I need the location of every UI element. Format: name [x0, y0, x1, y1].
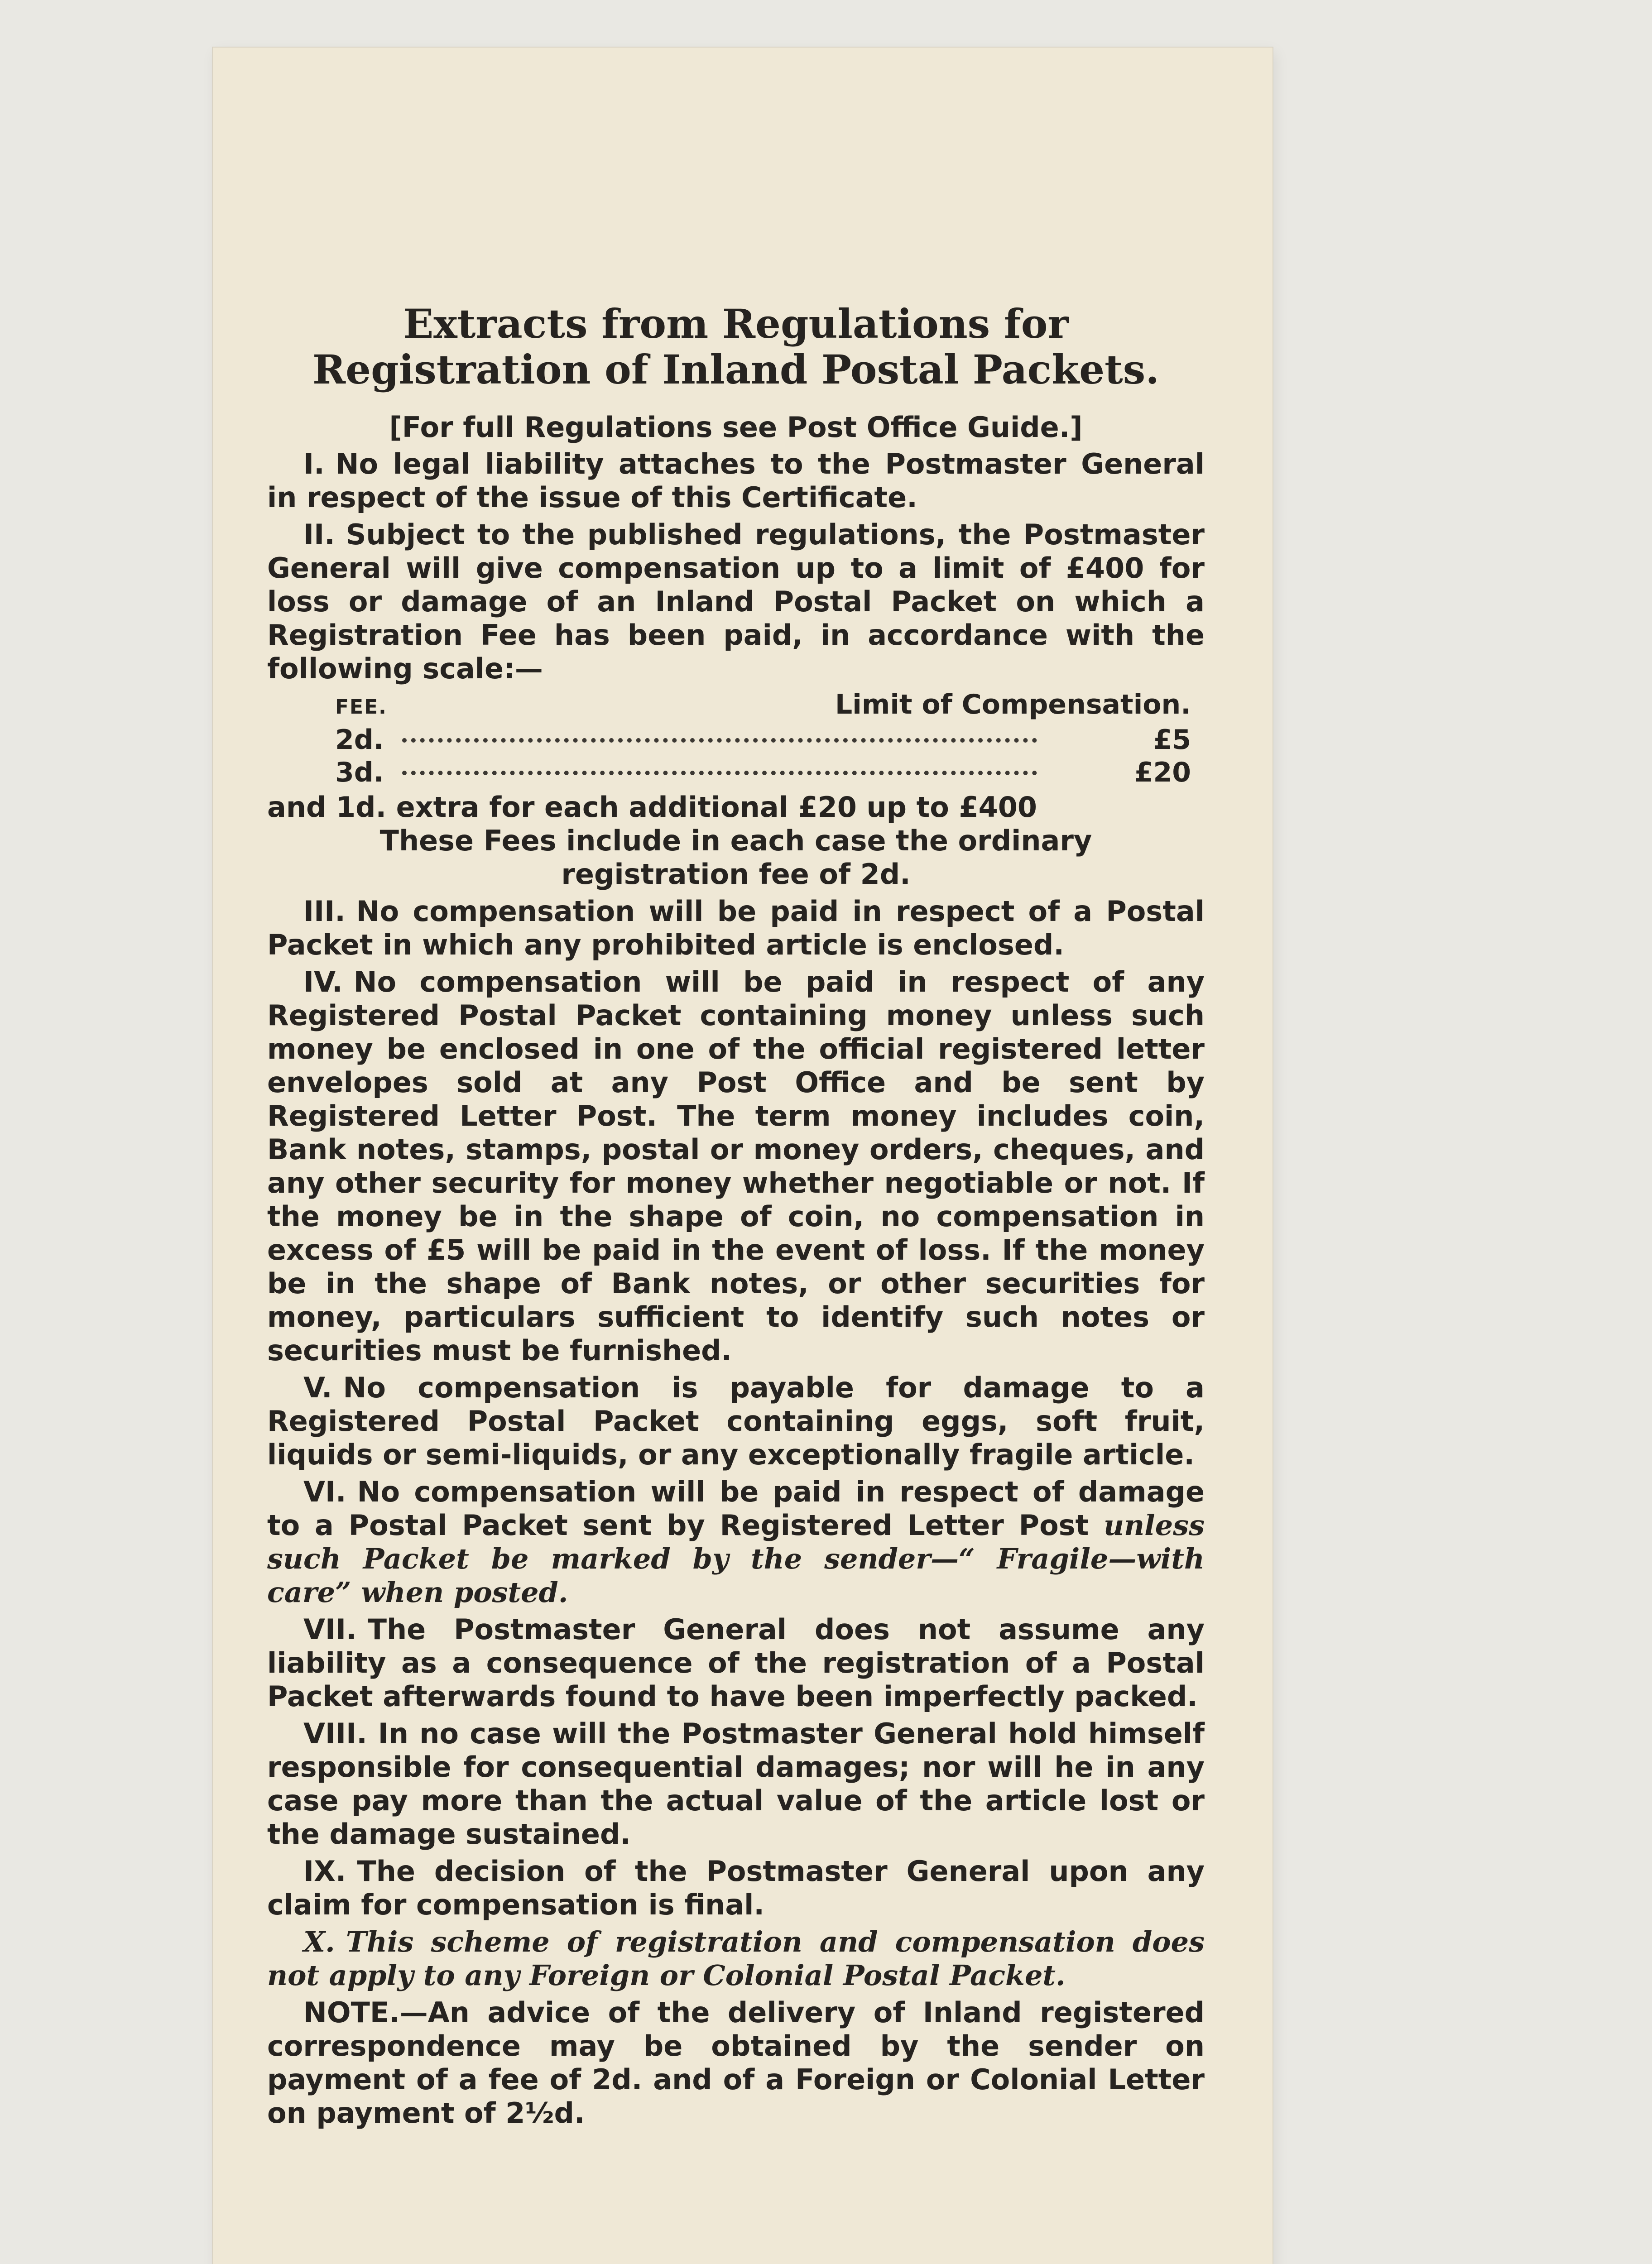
limit-value: £20	[1134, 757, 1191, 789]
section-number: IX.	[303, 1855, 346, 1888]
section-vi	[267, 1475, 1205, 1609]
section-x	[267, 1925, 1205, 1992]
section-viii	[267, 1717, 1205, 1851]
fee-scale-header	[267, 688, 1205, 724]
limit-value: £5	[1153, 724, 1191, 756]
section-number: VII.	[303, 1613, 357, 1646]
fee-scale-table	[267, 688, 1205, 789]
section-ii	[267, 518, 1205, 686]
section-text: The Postmaster General does not assume any liability as a consequence of the registration of a Postal Packet afterwards found to have been imperfectly packed.	[267, 1613, 1205, 1713]
section-vii	[267, 1613, 1205, 1713]
section-iii	[267, 895, 1205, 962]
fee-header: FEE.	[335, 696, 387, 719]
section-text: Subject to the published regulations, the Postmaster General will give compensation up to a limit of £400 for loss or damage of an Inland Postal Packet on which a Registration Fee has been paid, in accordance with the following scale:—	[267, 518, 1205, 686]
fee-value: 3d.	[335, 757, 384, 789]
section-number: X.	[303, 1925, 335, 1959]
title-line-2: Registration of Inland Postal Packets.	[312, 346, 1159, 393]
note-label: NOTE.	[303, 1996, 400, 2029]
section-text: In no case will the Postmaster General hold himself responsible for consequential damages; nor will he in any case pay more than the actual value of the article lost or the damage sustained.	[267, 1717, 1205, 1851]
leader-dots	[402, 771, 1037, 775]
section-number: VIII.	[303, 1717, 367, 1751]
section-number: V.	[303, 1371, 332, 1405]
delivery-note	[267, 1996, 1205, 2130]
section-ix	[267, 1855, 1205, 1922]
section-number: VI.	[303, 1475, 346, 1509]
section-text: The decision of the Postmaster General upon any claim for compensation is final.	[267, 1855, 1205, 1922]
note-text: —An advice of the delivery of Inland registered correspondence may be obtained by the sender on payment of a fee of 2d. and of a Foreign or Colonial Letter on payment of 2½d.	[267, 1996, 1205, 2130]
section-text-italic: unless such Packet be marked by the sender—“ Fragile—with care” when posted.	[267, 1509, 1205, 1609]
fees-note-line-2: registration fee of 2d.	[561, 858, 911, 891]
section-text: No compensation will be paid in respect of damage to a Postal Packet sent by Registered Letter Post	[267, 1475, 1205, 1542]
section-number: IV.	[303, 965, 343, 999]
section-text: No legal liability attaches to the Postmaster General in respect of the issue of this Certificate.	[267, 447, 1205, 514]
regulations-slip	[213, 48, 1273, 2264]
section-i	[267, 447, 1205, 514]
section-number: III.	[303, 895, 346, 928]
section-text: No compensation will be paid in respect of a Postal Packet in which any prohibited article is enclosed.	[267, 895, 1205, 962]
section-v	[267, 1371, 1205, 1472]
fee-scale-row	[267, 724, 1205, 756]
leader-dots	[402, 738, 1037, 743]
limit-header: Limit of Compensation.	[835, 689, 1191, 721]
section-text: This scheme of registration and compensation does not apply to any Foreign or Colonial Postal Packet.	[267, 1925, 1205, 1992]
fee-scale-row	[267, 756, 1205, 789]
section-iv	[267, 965, 1205, 1367]
section-number: II.	[303, 518, 335, 552]
section-text: No compensation is payable for damage to a Registered Postal Packet containing eggs, soft fruit, liquids or semi-liquids, or any exceptionally fragile article.	[267, 1371, 1205, 1472]
title-line-1: Extracts from Regulations for	[403, 300, 1069, 347]
fee-value: 2d.	[335, 724, 384, 756]
fees-note-line-1: These Fees include in each case the ordinary	[379, 824, 1092, 858]
subtitle: [For full Regulations see Post Office Guide.]	[389, 411, 1083, 444]
section-text: No compensation will be paid in respect of any Registered Postal Packet containing money unless such money be enclosed in one of the official registered letter envelopes sold at any Post Office and be sent by Registered Letter Post. The term money includes coin, Bank notes, stamps, postal or money orders, cheques, and any other security for money whether negotiable or not. If the money be in the shape of coin, no compensation in excess of £5 will be paid in the event of loss. If the money be in the shape of Bank notes, or other securities for money, particulars sufficient to identify such notes or securities must be furnished.	[267, 965, 1205, 1367]
extra-fee-line: and 1d. extra for each additional £20 up to £400	[267, 791, 1037, 824]
section-number: I.	[303, 447, 325, 481]
